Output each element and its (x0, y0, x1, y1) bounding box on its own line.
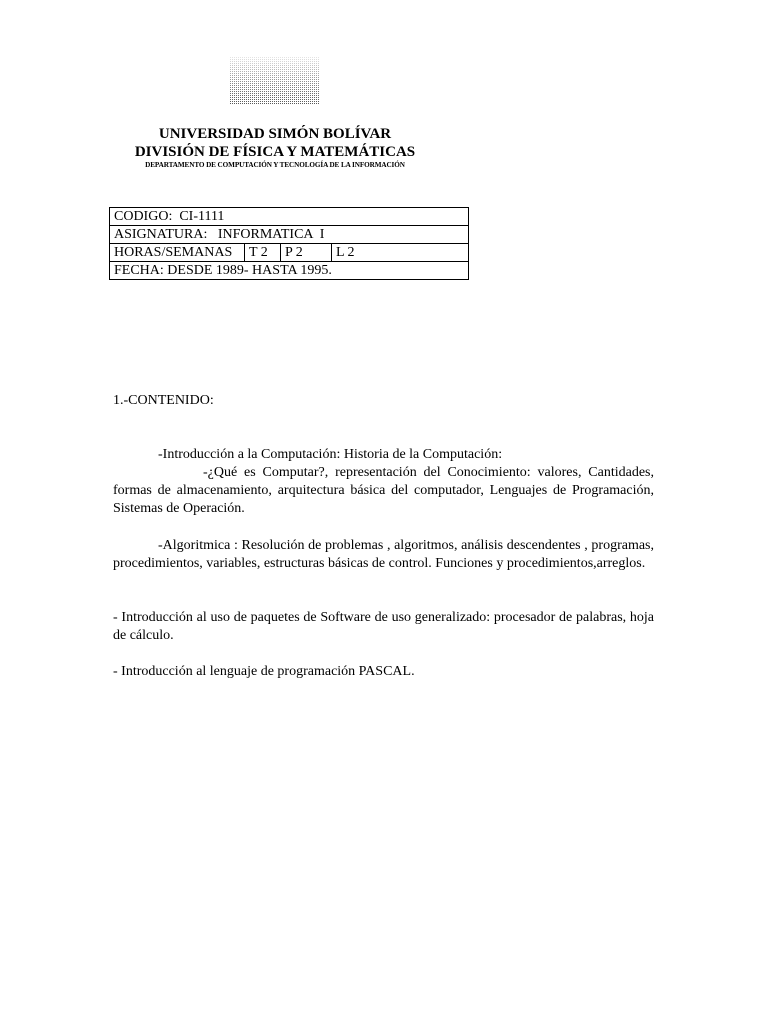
table-row (110, 262, 469, 280)
section-title: 1.-CONTENIDO: (113, 393, 214, 408)
university-name: UNIVERSIDAD SIMÓN BOLÍVAR (158, 126, 392, 142)
table-row (110, 226, 469, 244)
course-info-table (109, 207, 469, 280)
content-paragraph-algoritmica: -Algoritmica : Resolución de problemas , algoritmos, análisis descendentes , programas, procedimientos, variables, estructuras básicas de control. Funciones y procedimientos,arreglos. (113, 538, 654, 571)
intro-body: -¿Qué es Computar?, representación del Conocimiento: valores, Cantidades, formas de almacenamiento, arquitectura básica del computador, Lenguajes de Programación, Sistemas de Operación. (113, 465, 654, 516)
codigo-cell: CODIGO: CI-1111 (110, 208, 469, 226)
content-paragraph-software: - Introducción al uso de paquetes de Software de uso generalizado: procesador de palabras, hoja de cálculo. (113, 610, 654, 643)
asignatura-cell: ASIGNATURA: INFORMATICA I (110, 226, 469, 244)
content-paragraph-pascal: - Introducción al lenguaje de programación PASCAL. (113, 664, 415, 679)
horas-label-cell: HORAS/SEMANAS (110, 244, 245, 262)
fecha-cell: FECHA: DESDE 1989- HASTA 1995. (110, 262, 469, 280)
content-paragraph-intro (113, 446, 654, 518)
l-cell: L 2 (332, 244, 469, 262)
department-name: DEPARTAMENTO DE COMPUTACIÓN Y TECNOLOGÍA DE LA INFORMACIÓN (145, 161, 405, 169)
table-row (110, 208, 469, 226)
table-row (110, 244, 469, 262)
division-name: DIVISIÓN DE FÍSICA Y MATEMÁTICAS (134, 144, 416, 160)
p-cell: P 2 (281, 244, 332, 262)
intro-heading-line: -Introducción a la Computación: Historia de la Computación: (158, 447, 503, 462)
t-cell: T 2 (245, 244, 281, 262)
logo-pattern-icon (230, 57, 320, 105)
university-logo (230, 57, 320, 105)
